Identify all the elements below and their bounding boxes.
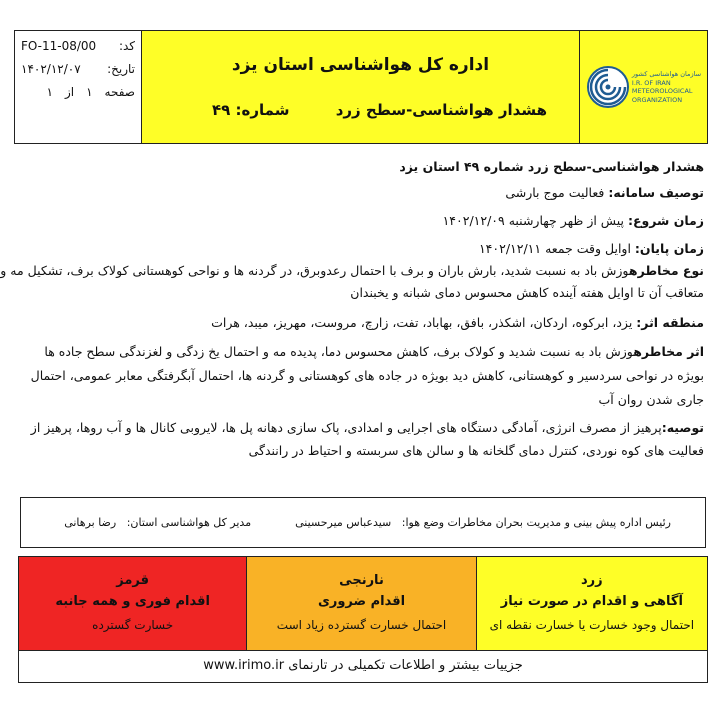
code-value: FO-11-08/00 — [21, 39, 97, 53]
level-orange-desc: احتمال خسارت گسترده زیاد است — [276, 618, 447, 632]
page-label: صفحه — [104, 85, 135, 99]
level-red-desc: خسارت گسترده — [92, 618, 174, 632]
hazard-line2: متعاقب آن تا اوایل هفته آینده کاهش محسوس دمای شبانه و یخبندان — [350, 285, 704, 300]
footer-text: جزییات بیشتر و اطلاعات تکمیلی در تارنمای www.irimo.ir — [203, 658, 523, 673]
advice-label: توصیه: — [661, 420, 704, 435]
warning-number: شماره: ۴۹ — [212, 101, 290, 119]
director-signature — [64, 516, 251, 529]
warning-heading: هشدار هواشناسی-سطح زرد شماره ۴۹ استان یزد — [399, 159, 704, 174]
warning-body — [0, 156, 704, 462]
date-label: تاریخ: — [107, 62, 135, 76]
advice-row — [14, 416, 704, 462]
page-current: ۱ — [86, 85, 93, 99]
level-red-name: قرمز — [116, 573, 150, 588]
level-orange-action: اقدام ضروری — [317, 594, 406, 609]
level-yellow — [477, 557, 707, 650]
irimo-logo — [586, 65, 701, 109]
system-label: توصیف سامانه: — [608, 185, 704, 200]
level-yellow-action: آگاهی و اقدام در صورت نیاز — [500, 594, 683, 609]
level-red-action: اقدام فوری و همه جانبه — [55, 594, 210, 609]
crisis-head-signature — [295, 516, 671, 529]
logo-area — [580, 31, 707, 143]
document-meta — [15, 31, 142, 143]
level-orange-name: نارنجی — [339, 573, 384, 588]
page-of: از — [64, 85, 75, 99]
page-title: اداره کل هواشناسی استان یزد — [231, 55, 490, 75]
area-row — [14, 312, 704, 334]
hazard-line1: وزش باد به نسبت شدید، بارش باران و برف با احتمال رعدوبرق، در گردنه ها و نواحی کوهستانی کولاک برف، تشکیل مه و — [0, 263, 629, 278]
area-label: منطقه اثر: — [636, 315, 704, 330]
logo-text-line2: METEOROLOGICAL — [631, 87, 693, 95]
signature-box — [20, 497, 706, 548]
warning-levels-legend — [18, 556, 708, 651]
effect-row — [14, 340, 704, 412]
website-footer — [18, 651, 708, 683]
irimo-logo-icon — [586, 65, 630, 109]
director-name: رضا برهانی — [64, 516, 117, 529]
effect-text: وزش باد به نسبت شدید و کولاک برف، کاهش محسوس دما، پدیده مه و احتمال یخ زدگی و لغزندگی سطح جاده ها بویژه در نواحی سردسیر و کوهستانی، کاهش دید بویژه در جاده های کوهستانی و گردنه ها، احتمال آبگرفتگی معابر عمومی، احتمال جاری شدن روان آب — [30, 344, 704, 407]
code-label: کد: — [118, 39, 135, 53]
logo-text-line1: I.R. OF IRAN — [631, 78, 671, 87]
page-total: ۱ — [46, 85, 53, 99]
effect-label: اثر مخاطره — [633, 344, 704, 359]
end-label: زمان پایان: — [634, 241, 704, 256]
level-yellow-desc: احتمال وجود خسارت یا خسارت نقطه ای — [489, 618, 695, 632]
start-label: زمان شروع: — [627, 213, 704, 228]
level-orange — [247, 557, 476, 650]
hazard-row — [0, 260, 704, 282]
director-title: مدیر کل هواشناسی استان: — [126, 516, 252, 529]
hazard-label: نوع مخاطره — [628, 263, 704, 278]
document-header — [14, 30, 708, 144]
logo-persian-text: سازمان هواشناسی کشور — [631, 70, 702, 78]
start-value: پیش از ظهر چهارشنبه ۱۴۰۲/۱۲/۰۹ — [442, 213, 628, 228]
date-value: ۱۴۰۲/۱۲/۰۷ — [21, 62, 81, 76]
level-red — [19, 557, 247, 650]
end-value: اوایل وقت جمعه ۱۴۰۲/۱۲/۱۱ — [478, 241, 635, 256]
warning-level-title: هشدار هواشناسی-سطح زرد — [335, 101, 547, 119]
logo-text-line3: ORGANIZATION — [631, 95, 683, 104]
system-value: فعالیت موج بارشی — [505, 185, 609, 200]
header-title-area — [142, 31, 580, 143]
start-row — [14, 210, 704, 232]
end-row — [14, 238, 704, 260]
advice-text: پرهیز از مصرف انرژی، آمادگی دستگاه های اجرایی و امدادی، پاک سازی دهانه پل ها، لایروبی کانال ها و آب روها، پرهیز از فعالیت های کوه نوردی، کنترل دمای گلخانه ها و سالن های سربسته و احتیاط در رانندگی — [30, 420, 704, 458]
crisis-head-name: سیدعباس میرحسینی — [295, 516, 392, 529]
level-yellow-name: زرد — [581, 573, 603, 588]
area-value: یزد، ابرکوه، اردکان، اشکذر، بافق، بهاباد، تفت، زارچ، مروست، مهریز، میبد، هرات — [211, 315, 637, 330]
system-row — [14, 182, 704, 204]
crisis-head-title: رئیس اداره پیش بینی و مدیریت بحران مخاطرات وضع هوا: — [401, 516, 671, 529]
